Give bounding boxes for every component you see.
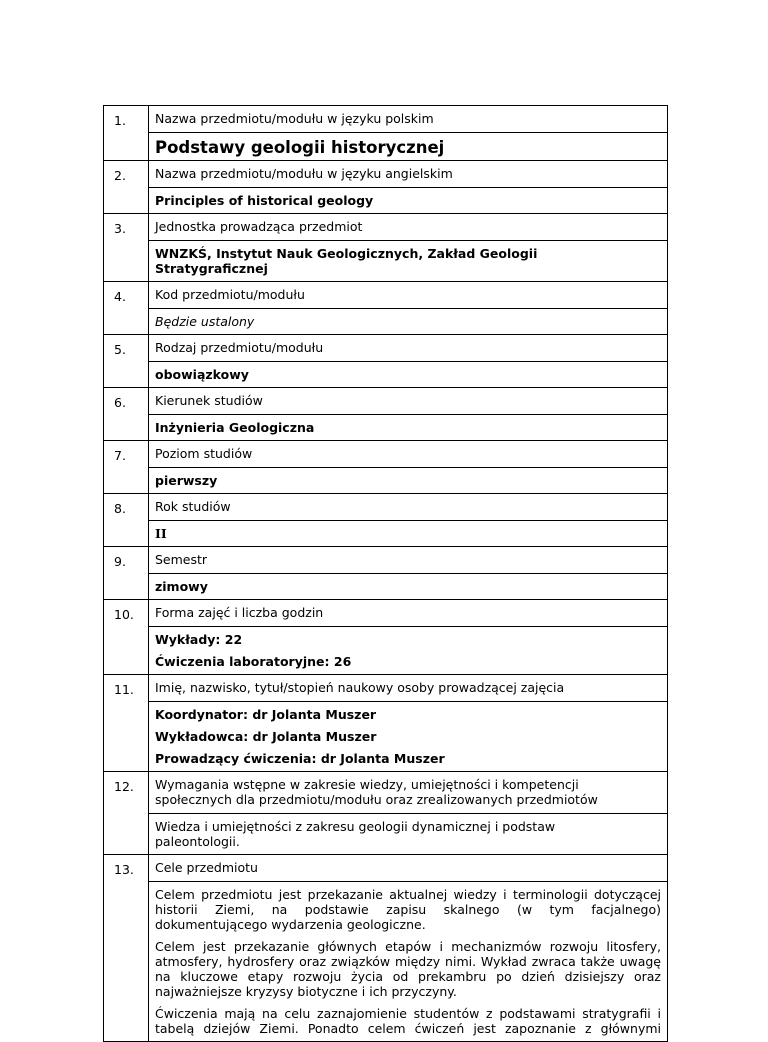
year-value: II [155,526,167,541]
row-number: 3. [104,214,149,282]
row-value [149,881,667,1041]
row-label: Forma zajęć i liczba godzin [155,605,324,620]
lectures-value: Wykłady: 22 [155,632,243,647]
row-label: Nazwa przedmiotu/modułu w języku angielskim [155,166,453,181]
requirements-value: Wiedza i umiejętności z zakresu geologii dynamicznej i podstaw paleontologii. [155,819,556,849]
row-value [149,813,667,854]
coordinator-value: Koordynator: dr Jolanta Muszer [155,707,377,722]
objective-paragraph: Ćwiczenia mają na celu zaznajomienie studentów z podstawami stratygrafii i tabelą dziejów Ziemi. Ponadto celem ćwiczeń jest zapoznanie z głównymi [155,1006,661,1036]
row-content [149,494,668,547]
row-value [149,626,667,674]
row-value [149,520,667,546]
row-number: 5. [104,335,149,388]
level-value: pierwszy [155,473,218,488]
row-number: 12. [104,772,149,855]
row-value [149,414,667,440]
row-value [149,361,667,387]
row-number: 11. [104,675,149,772]
row-label: Nazwa przedmiotu/modułu w języku polskim [155,111,434,126]
table-row [104,214,668,282]
unit-value: WNZKŚ, Instytut Nauk Geologicznych, Zakład Geologii Stratygraficznej [155,246,538,276]
table-row [104,282,668,335]
table-row [104,161,668,214]
row-label: Poziom studiów [155,446,253,461]
row-label: Rok studiów [155,499,231,514]
row-number: 4. [104,282,149,335]
row-label: Kod przedmiotu/modułu [155,287,305,302]
row-content [149,214,668,282]
course-title-pl: Podstawy geologii historycznej [155,138,445,157]
row-value [149,308,667,334]
row-value [149,187,667,213]
row-value [149,132,667,160]
instructor-value: Prowadzący ćwiczenia: dr Jolanta Muszer [155,751,445,766]
labs-value: Ćwiczenia laboratoryjne: 26 [155,654,352,669]
row-number: 10. [104,600,149,675]
row-content [149,282,668,335]
row-number: 6. [104,388,149,441]
row-label: Kierunek studiów [155,393,263,408]
table-row [104,494,668,547]
row-label: Jednostka prowadząca przedmiot [155,219,363,234]
row-content [149,441,668,494]
row-number: 7. [104,441,149,494]
row-value [149,467,667,493]
objective-paragraph: Celem jest przekazanie głównych etapów i mechanizmów rozwoju litosfery, atmosfery, hydrosfery oraz związków między nimi. Wykład zwraca także uwagę na kluczowe etapy rozwoju życia od prekambru po dzień dzisiejszy oraz najważniejsze kryzysy biotyczne i ich przyczyny. [155,939,661,999]
table-row [104,441,668,494]
row-number: 8. [104,494,149,547]
row-value [149,240,667,281]
row-content [149,106,668,161]
syllabus-table [103,105,668,1042]
row-content [149,388,668,441]
table-row [104,600,668,675]
row-content [149,335,668,388]
row-content [149,161,668,214]
row-label: Imię, nazwisko, tytuł/stopień naukowy osoby prowadzącej zajęcia [155,680,565,695]
type-value: obowiązkowy [155,367,249,382]
table-row [104,106,668,161]
table-row [104,335,668,388]
table-row [104,675,668,772]
row-label: Wymagania wstępne w zakresie wiedzy, umiejętności i kompetencji społecznych dla przedmiotu/modułu oraz zrealizowanych przedmiotów [155,777,598,807]
objective-paragraph: Celem przedmiotu jest przekazanie aktualnej wiedzy i terminologii dotyczącej historii Ziemi, na podstawie zapisu skalnego (w tym facjalnego) dokumentującego wydarzenia geologiczne. [155,887,661,932]
row-number: 1. [104,106,149,161]
row-content [149,675,668,772]
table-row [104,855,668,1042]
row-number: 9. [104,547,149,600]
row-label: Rodzaj przedmiotu/modułu [155,340,324,355]
table-row [104,547,668,600]
row-content [149,600,668,675]
row-label: Cele przedmiotu [155,860,258,875]
table-row [104,388,668,441]
table-row [104,772,668,855]
row-label: Semestr [155,552,208,567]
row-content [149,547,668,600]
course-title-en: Principles of historical geology [155,193,374,208]
row-value [149,701,667,771]
code-value: Będzie ustalony [155,314,255,329]
lecturer-value: Wykładowca: dr Jolanta Muszer [155,729,377,744]
row-number: 2. [104,161,149,214]
row-content [149,855,668,1042]
semester-value: zimowy [155,579,208,594]
row-number: 13. [104,855,149,1042]
field-value: Inżynieria Geologiczna [155,420,315,435]
row-content [149,772,668,855]
row-value [149,573,667,599]
